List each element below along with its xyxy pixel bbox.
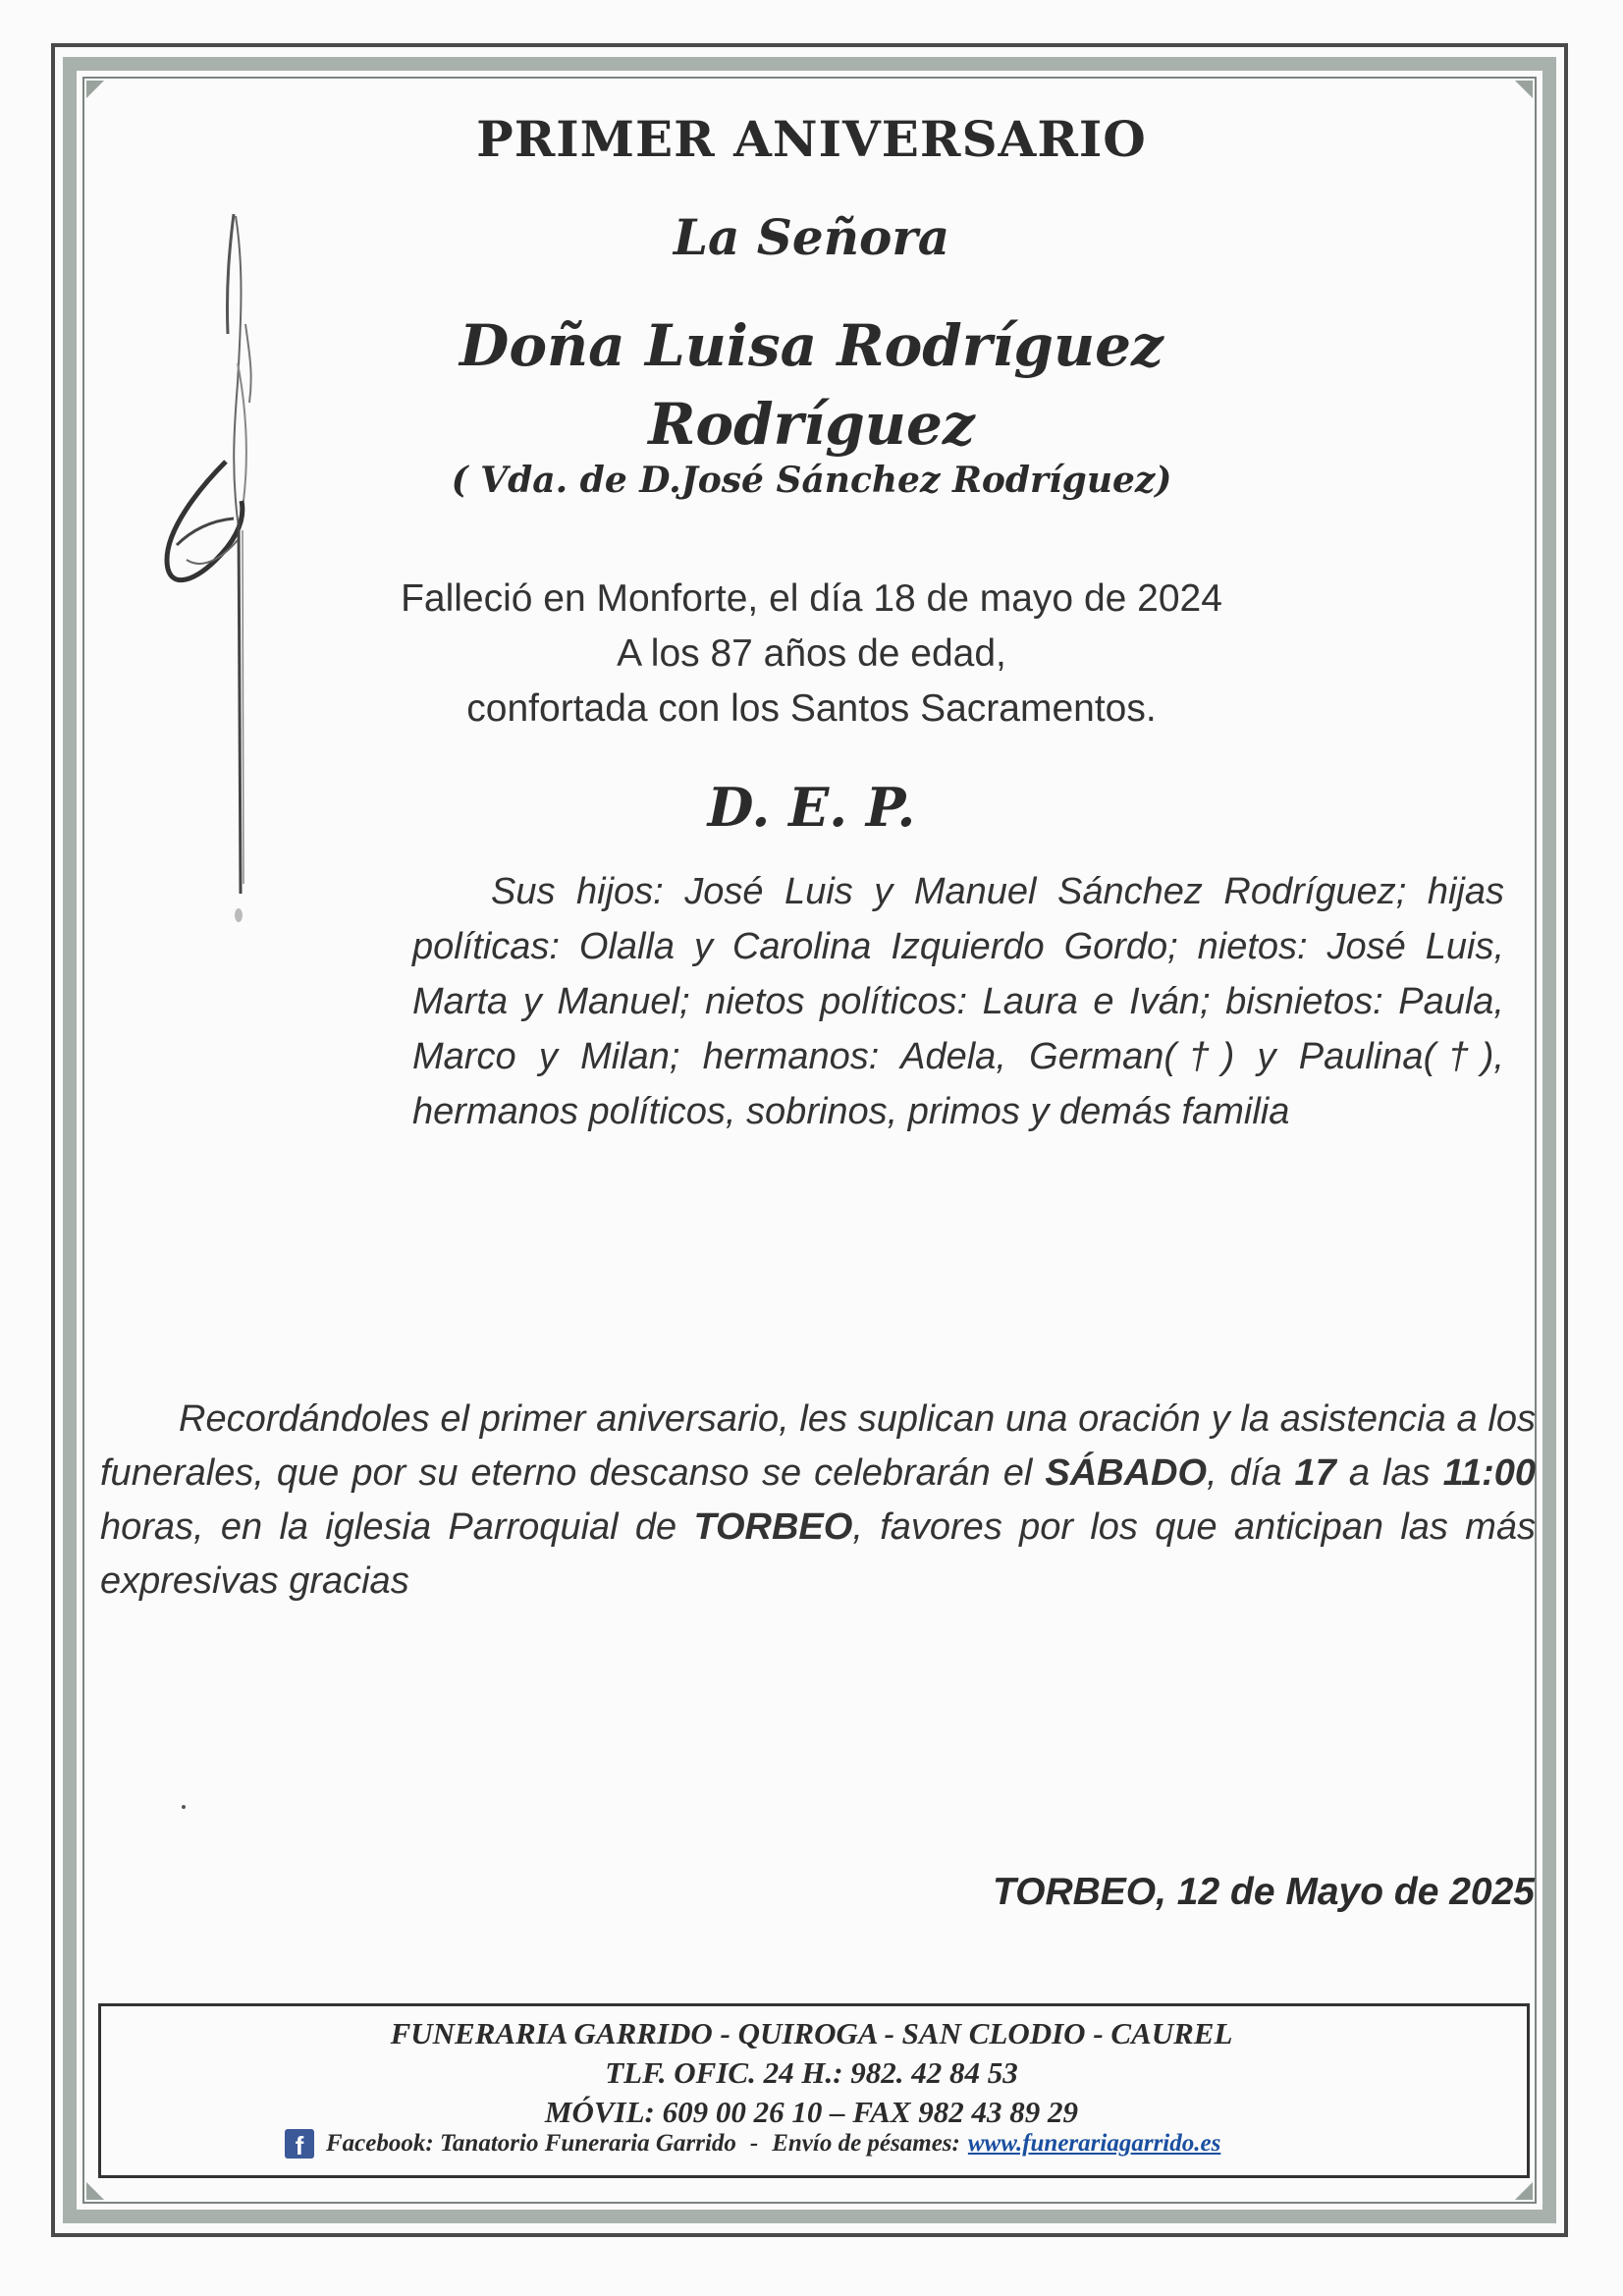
footer-separator: -	[749, 2130, 759, 2157]
anniversary-text-part: Recordándoles el primer aniversario, les suplican una oración y la asistencia a los funerales, que por su eterno descanso se celebrarán el	[100, 1398, 1536, 1494]
stray-mark	[182, 1805, 186, 1809]
anniversary-text-part: , día	[1207, 1452, 1295, 1494]
place-and-date: TORBEO, 12 de Mayo de 2025	[993, 1871, 1535, 1913]
facebook-text: Facebook: Tanatorio Funeraria Garrido	[326, 2130, 736, 2157]
salutation: La Señora	[673, 208, 950, 266]
family-list	[412, 864, 1504, 1139]
death-details	[0, 572, 1623, 737]
corner-ornament-top-right	[1515, 81, 1533, 98]
funeral-home-name: FUNERARIA GARRIDO - QUIROGA - SAN CLODIO - CAUREL	[390, 2016, 1233, 2050]
website-link[interactable]: www.funerariagarrido.es	[967, 2130, 1221, 2157]
anniversary-text	[100, 1393, 1536, 1609]
anniversary-text-part: a las	[1335, 1452, 1443, 1494]
anniversary-paragraph	[100, 1393, 1536, 1609]
condolences-label: Envío de pésames:	[772, 2130, 960, 2157]
family-text: Sus hijos: José Luis y Manuel Sánchez Rodríguez; hijas políticas: Olalla y Carolina Izquierdo Gordo; nietos: José Luis, Marta y Manuel; nietos políticos: Laura e Iván; bisnietos: Paula, Marco y Milan; hermanos: Adela, German(†) y Paulina(†), hermanos políticos, sobrinos, primos y demás familia	[412, 871, 1504, 1132]
deceased-name	[0, 306, 1623, 464]
deceased-name-line-1: Doña Luisa Rodríguez	[460, 312, 1163, 379]
office-phone: TLF. OFIC. 24 H.: 982. 42 84 53	[605, 2055, 1018, 2090]
death-age: A los 87 años de edad,	[617, 632, 1006, 675]
rest-in-peace: D. E. P.	[707, 776, 916, 839]
corner-ornament-bottom-left	[86, 2182, 104, 2200]
deceased-name-line-2: Rodríguez	[648, 391, 975, 458]
service-place: TORBEO	[693, 1506, 853, 1548]
facebook-line	[285, 2129, 1220, 2159]
service-day-name: SÁBADO	[1045, 1452, 1208, 1494]
service-day-number: 17	[1294, 1452, 1336, 1494]
corner-ornament-bottom-right	[1515, 2182, 1533, 2200]
death-sacraments: confortada con los Santos Sacramentos.	[466, 687, 1157, 730]
mobile-fax: MÓVIL: 609 00 26 10 – FAX 982 43 89 29	[544, 2095, 1079, 2129]
notice-title: PRIMER ANIVERSARIO	[476, 110, 1147, 168]
widow-of: ( Vda. de D.José Sánchez Rodríguez)	[451, 460, 1172, 501]
service-time: 11:00	[1442, 1452, 1536, 1494]
death-place-date: Falleció en Monforte, el día 18 de mayo de 2024	[401, 577, 1222, 620]
facebook-icon[interactable]: f	[285, 2129, 314, 2159]
anniversary-text-part: , favores por los que anticipan las más expresivas gracias	[100, 1506, 1536, 1602]
anniversary-text-part: horas, en la iglesia Parroquial de	[100, 1506, 694, 1548]
corner-ornament-top-left	[86, 81, 104, 98]
